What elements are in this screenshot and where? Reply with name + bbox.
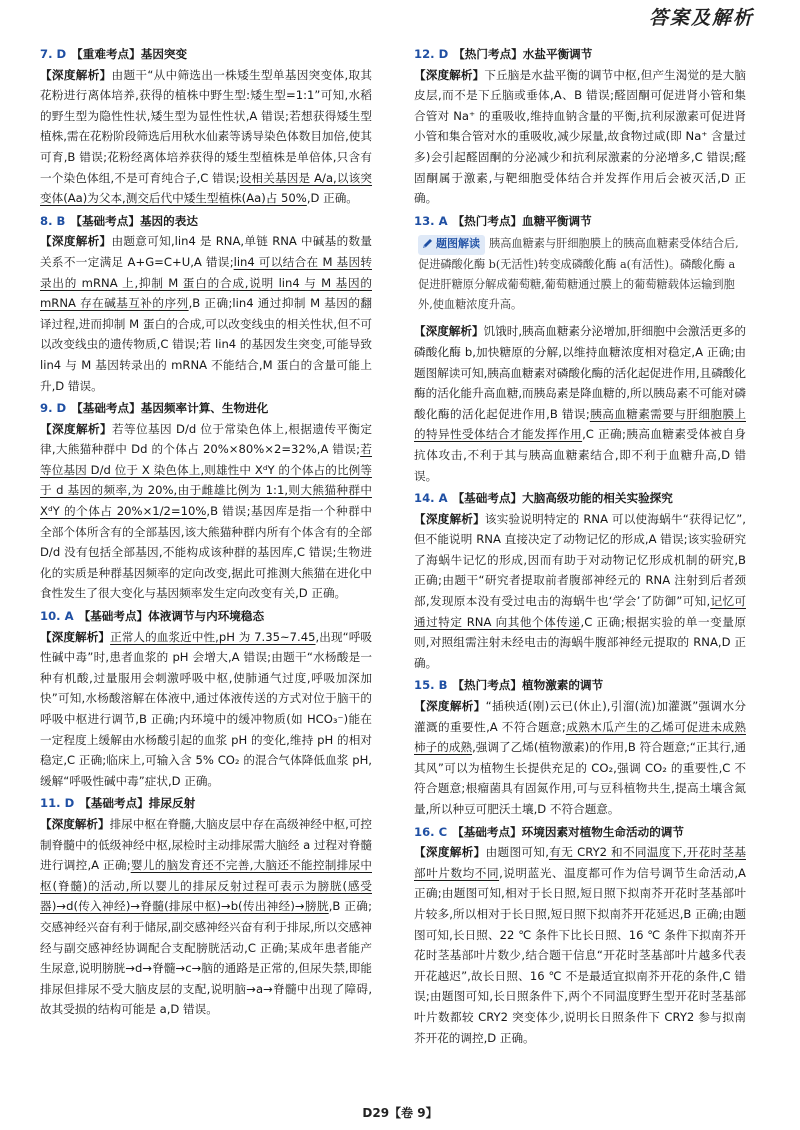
question-heading <box>414 211 746 232</box>
question-block <box>414 44 746 209</box>
analysis-label: 【深度解析】 <box>414 67 485 82</box>
analysis-sentence: ,强调了乙烯(植物激素)的作用,B 符合题意;“正其行,通其风”可以为植物生长提供充足的 CO₂,强调 CO₂ 的重要性,C 不符合题意;根瘤菌具有固氮作用,可与豆科植物共生,提高土壤含氮量,所以种豆可肥沃土壤,D 不符合题意。 <box>414 740 746 816</box>
analysis-sentence: ,C 正确;胰高血糖素受体被自身抗体攻击,不利于其与胰高血糖素结合,即不利于血糖升高,D 错误。 <box>414 427 746 483</box>
topic-name: 基因的表达 <box>139 213 198 228</box>
analysis-label: 【深度解析】 <box>40 234 112 249</box>
analysis-sentence: 饥饿时,胰高血糖素分泌增加,肝细胞中会激活更多的磷酸化酶 b,加快糖原的分解,以维持血糖浓度相对稳定,A 正确;由题图解读可知,胰高血糖素对磷酸化酶的活化起促进作用,且磷酸化酶的活化能升高血糖,而胰岛素是降血糖的,所以胰岛素不可能对磷酸化酶的活化起促进作用,B 错误; <box>414 324 747 421</box>
question-block <box>414 675 746 819</box>
analysis-text <box>40 814 372 1020</box>
question-heading <box>414 675 746 696</box>
topic-tag: 【基础考点】 <box>78 609 149 624</box>
right-column <box>414 44 746 1050</box>
question-heading <box>414 488 746 509</box>
question-number: 8. B <box>40 213 66 228</box>
topic-tag: 【热门考点】 <box>453 47 523 61</box>
analysis-label: 【深度解析】 <box>414 845 486 860</box>
question-heading <box>40 211 372 232</box>
analysis-sentence: ,D 正确。 <box>306 191 358 206</box>
question-number: 13. A <box>414 213 448 228</box>
question-block <box>40 398 372 604</box>
figure-interpretation-text: 胰高血糖素与肝细胞膜上的胰高血糖素受体结合后,促进磷酸化酶 b(无活性)转变成磷酸化酶 a(有活性)。磷酸化酶 a 促进肝糖原分解成葡萄糖,葡萄糖通过膜上的葡萄糖载体运输到胞外,使血糖浓度升高。 <box>418 237 739 312</box>
topic-name: 水盐平衡调节 <box>522 47 593 61</box>
key-point-underline: 若等位基因 D/d 位于 X 染色体上,则雄性中 XᵈY 的个体占的比例等于 d 基因的频率,为 20%,由于雌雄比例为 1:1,则大熊猫种群中 XᵈY 的个体占 20%×1/2=10% <box>40 442 372 519</box>
figure-interpretation <box>414 234 746 315</box>
analysis-text <box>414 509 746 674</box>
analysis-label: 【深度解析】 <box>414 324 484 339</box>
analysis-sentence: 由题图可知, <box>485 845 549 860</box>
key-point-underline: 胰高血糖素需要与肝细胞膜上的特异性受体结合才能发挥作用 <box>414 406 746 442</box>
analysis-text <box>40 65 372 209</box>
figure-interpretation-badge <box>418 235 485 255</box>
question-block <box>414 211 746 486</box>
topic-tag: 【重难考点】 <box>71 47 141 61</box>
analysis-sentence: 排尿中枢在脊髓,大脑皮层中存在高级神经中枢,可控制脊髓中的低级神经中枢,尿检时主动排尿需大脑经 a 过程对脊髓进行调控,A 正确; <box>40 816 373 873</box>
key-point-underline: 成熟木瓜产生的乙烯可促进未成熟柿子的成熟 <box>414 719 746 755</box>
analysis-sentence: 由题干“从中筛选出一株矮生型单基因突变体,取其花粉进行离体培养,获得的植株中野生型:矮生型=1:1”可知,水稻的野生型为隐性性状,矮生型为显性性状,A 错误;若想获得矮生型植株,需在花粉阶段筛选后用秋水仙素等诱导染色体数目加倍,使其可育,B 错误;花粉经离体培养获得的矮生型植株是单倍体,只含有一个染色体组,不是可育纯合子,C 错误; <box>40 67 372 185</box>
analysis-text <box>414 842 746 1048</box>
topic-name: 大脑高级功能的相关实验探究 <box>522 491 673 506</box>
question-block <box>414 488 746 673</box>
key-point-underline: 记忆可通过特定 RNA 向其他个体传递 <box>414 594 746 629</box>
topic-tag: 【基础考点】 <box>452 491 523 506</box>
analysis-sentence: ,B 正确;交感神经兴奋有利于储尿,副交感神经兴奋有利于排尿,所以交感神经与副交感神经协调配合支配膀胱活动,C 正确;某成年患者能产生尿意,说明膀胱→d→脊髓→c→脑的通路是正常的,但尿失禁,即能排尿但排尿不受大脑皮层的支配,说明脑→a→脊髓中出现了障碍,故其受损的结构可能是 a,D 错误。 <box>40 899 372 1017</box>
question-block <box>40 211 372 396</box>
question-heading <box>40 793 372 814</box>
key-point-underline: 婴儿的脑发育还不完善,大脑还不能控制排尿中枢(脊髓)的活动,所以婴儿的排尿反射过程可表示为膀胱(感受器)→d(传入神经)→脊髓(排尿中枢)→b(传出神经)→膀胱 <box>40 858 372 914</box>
analysis-sentence: 下丘脑是水盐平衡的调节中枢,但产生渴觉的是大脑皮层,而不是下丘脑或垂体,A、B 错误;醛固酮可促进肾小管和集合管对 Na⁺ 的重吸收,维持血钠含量的平衡,抗利尿激素可促进肾小管和集合管对水的重吸收,减少尿量,故食物过咸(即 Na⁺ 含量过多)会引起醛固酮的分泌减少和抗利尿激素的分泌增多,C 错误;醛固酮属于激素,与靶细胞受体结合并发挥作用后会被灭活,D 正确。 <box>414 67 746 206</box>
topic-tag: 【基础考点】 <box>452 824 522 839</box>
analysis-label: 【深度解析】 <box>414 511 485 526</box>
analysis-text <box>414 696 746 820</box>
left-column <box>40 44 372 1022</box>
analysis-label: 【深度解析】 <box>40 421 112 436</box>
topic-tag: 【基础考点】 <box>71 401 141 416</box>
analysis-label: 【深度解析】 <box>40 629 111 644</box>
question-block <box>40 44 372 209</box>
key-point-underline: 设相关基因是 A/a,以该突变体(Aa)为父本,测交后代中矮生型植株(Aa)占 50% <box>40 170 372 206</box>
question-number: 11. D <box>40 796 75 811</box>
analysis-label: 【深度解析】 <box>414 699 486 714</box>
topic-tag: 【热门考点】 <box>452 678 522 693</box>
analysis-label: 【深度解析】 <box>40 67 112 82</box>
topic-name: 环境因素对植物生命活动的调节 <box>521 824 684 839</box>
analysis-label: 【深度解析】 <box>40 816 110 831</box>
question-number: 12. D <box>414 47 449 61</box>
topic-name: 体液调节与内环境稳态 <box>148 609 265 624</box>
analysis-sentence: ,C 正确;根据实验的单一变量原则,对照组需注射未经电击的海蜗牛腹部神经元提取的 RNA,D 正确。 <box>414 614 746 670</box>
analysis-sentence: ,出现“呼吸性碱中毒”时,患者血浆的 pH 会增大,A 错误;由题干“水杨酸是一种有机酸,过量服用会刺激呼吸中枢,使肺通气过度,呼吸加深加快”可知,水杨酸溶解在体液中,通过体液传送的方式对位于脑干的呼吸中枢进行调节,B 正确;内环境中的缓冲物质(如 HCO₃⁻)能在一定程度上缓解由水杨酸引起的血浆 pH 的变化,维持 pH 的相对稳定,C 正确;临床上,可输入含 5% CO₂ 的混合气体降低血浆 pH,缓解“呼吸性碱中毒”症状,D 正确。 <box>40 629 372 788</box>
key-point-underline: 正常人的血浆近中性,pH 为 7.35~7.45 <box>110 629 316 644</box>
question-block <box>40 793 372 1020</box>
question-number: 10. A <box>40 609 74 624</box>
analysis-sentence: ,B 正确;lin4 通过抑制 M 基因的翻译过程,进而抑制 M 蛋白的合成,可以改变线虫的相关性状,但不可以改变线虫的遗传物质,C 错误;若 lin4 的基因发生突变,可能导致 lin4 与 M 基因转录出的 mRNA 不能结合,M 蛋白的含量可能上升,D 错误。 <box>40 296 373 393</box>
question-number: 14. A <box>414 491 448 506</box>
topic-name: 植物激素的调节 <box>522 678 604 693</box>
analysis-text <box>414 321 746 486</box>
question-heading <box>40 44 372 65</box>
question-heading <box>414 822 746 843</box>
analysis-sentence: 若等位基因 D/d 位于常染色体上,根据遗传平衡定律,大熊猫种群中 Dd 的个体占 20%×80%×2=32%,A 错误; <box>40 421 372 457</box>
question-number: 15. B <box>414 678 448 693</box>
analysis-sentence: 该实验说明特定的 RNA 可以使海蜗牛“获得记忆”,但不能说明 RNA 直接决定了动物记忆的形成,A 错误;该实验研究了海蜗牛记忆的形成,因而有助于对动物记忆形成机制的研究,B 正确;由题干“研究者提取前者腹部神经元的 RNA 注射到后者颈部,发现原本没有受过电击的海蜗牛也‘学会’了防御”可知, <box>414 511 746 609</box>
question-number: 16. C <box>414 824 448 839</box>
key-point-underline: 有无 CRY2 和不同温度下,开花时茎基部叶片数均不同 <box>414 845 746 880</box>
topic-name: 基因突变 <box>140 47 188 61</box>
pen-icon <box>421 237 434 255</box>
page-footer: D29【卷 9】 <box>362 1106 438 1120</box>
badge-label: 题图解读 <box>436 237 480 251</box>
analysis-text <box>40 231 372 396</box>
topic-tag: 【基础考点】 <box>79 796 149 811</box>
question-heading <box>40 606 372 627</box>
topic-name: 基因频率计算、生物进化 <box>140 401 269 416</box>
analysis-sentence: ,B 错误;基因库是指一个种群中全部个体所含有的全部基因,该大熊猫种群内所有个体含有的全部 D/d 没有包括全部基因,不能构成该种群的基因库,C 错误;生物进化的实质是种群基因频率的定向改变,据此可推测大熊猫在进化中食性发生了很大变化与基因频率发生定向改变有关,D 正确。 <box>40 504 372 601</box>
analysis-sentence: ,说明蓝光、温度都可作为信号调节生命活动,A 正确;由题图可知,相对于长日照,短日照下拟南芥开花时茎基部叶片较多,所以相对于长日照,短日照下拟南芥开花延迟,B 正确;由题图可知,长日照、22 ℃ 条件下比长日照、16 ℃ 条件下拟南芥开花时茎基部叶片数少,结合题干信息“开花时茎基部叶片越多代表开花越迟”,故长日照、16 ℃ 不是最适宜拟南芥开花的条件,C 错误;由题图可知,长日照条件下,两个不同温度野生型开花时茎基部叶片数都较 CRY2 突变体少,说明长日照条件下 CRY2 参与拟南芥开花的调控,D 正确。 <box>414 865 746 1045</box>
question-number: 7. D <box>40 47 67 61</box>
key-point-underline: lin4 可以结合在 M 基因转录出的 mRNA 上,抑制 M 蛋白的合成,说明 lin4 与 M 基因的 mRNA 存在碱基互补的序列 <box>40 254 372 311</box>
topic-name: 排尿反射 <box>148 796 196 811</box>
analysis-sentence: “插秧适(刚)云已(休止),引溜(流)加灌溉”强调水分灌溉的重要性,A 不符合题意; <box>414 699 746 734</box>
analysis-text <box>40 419 372 604</box>
analysis-sentence: 由题意可知,lin4 是 RNA,单链 RNA 中碱基的数量关系不一定满足 A+G=C+U,A 错误; <box>40 234 372 269</box>
topic-tag: 【热门考点】 <box>452 213 523 228</box>
analysis-text <box>40 627 372 792</box>
question-heading <box>414 44 746 65</box>
question-number: 9. D <box>40 401 67 416</box>
topic-name: 血糖平衡调节 <box>522 213 592 228</box>
question-block <box>414 822 746 1049</box>
question-block <box>40 606 372 791</box>
page-header-title: 答案及解析 <box>648 7 754 29</box>
question-heading <box>40 398 372 419</box>
analysis-text <box>414 65 746 209</box>
topic-tag: 【基础考点】 <box>70 213 140 228</box>
